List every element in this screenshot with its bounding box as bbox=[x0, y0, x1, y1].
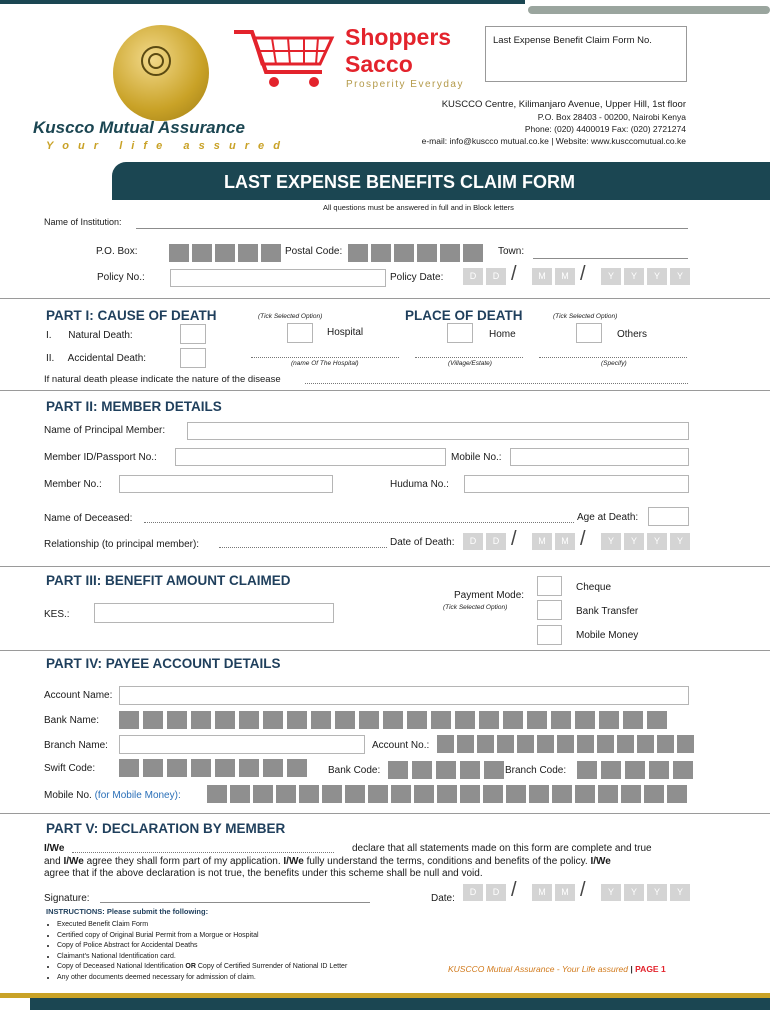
date-label: Date: bbox=[431, 893, 455, 904]
date-digit-cell[interactable]: Y bbox=[624, 268, 644, 285]
mobile-money-label: Mobile Money bbox=[576, 630, 639, 641]
principal-member-label: Name of Principal Member: bbox=[44, 425, 166, 436]
char-cell[interactable] bbox=[506, 785, 526, 803]
char-cell[interactable] bbox=[391, 785, 411, 803]
account-no-label: Account No.: bbox=[372, 740, 430, 751]
declaration-text: and bbox=[44, 856, 64, 867]
nature-of-disease-label: If natural death please indicate the nature of the disease bbox=[44, 374, 281, 385]
bank-transfer-label: Bank Transfer bbox=[576, 606, 639, 617]
instructions-list bbox=[34, 920, 347, 983]
char-cell[interactable] bbox=[617, 735, 634, 753]
char-cell[interactable] bbox=[414, 785, 434, 803]
policy-no-input[interactable] bbox=[170, 269, 386, 287]
char-cell[interactable] bbox=[238, 244, 258, 262]
village-hint: (Village/Estate) bbox=[448, 360, 492, 367]
char-cell[interactable] bbox=[412, 761, 432, 779]
date-digit-cell[interactable]: D bbox=[486, 268, 506, 285]
char-cell[interactable] bbox=[215, 711, 235, 729]
cheque-label: Cheque bbox=[576, 582, 612, 593]
char-cell[interactable] bbox=[577, 735, 594, 753]
instructions-title: INSTRUCTIONS: Please submit the following: bbox=[46, 907, 209, 916]
member-id-label: Member ID/Passport No.: bbox=[44, 452, 157, 463]
char-cell[interactable] bbox=[552, 785, 572, 803]
bottom-strip-teal bbox=[30, 998, 770, 1010]
char-cell[interactable] bbox=[484, 761, 504, 779]
date-digit-cell[interactable]: M bbox=[555, 533, 575, 550]
age-at-death-input[interactable] bbox=[648, 507, 689, 526]
char-cell[interactable] bbox=[657, 735, 674, 753]
char-cell[interactable] bbox=[575, 785, 595, 803]
shopping-cart-icon bbox=[232, 24, 340, 92]
declaration-iwe: I/We bbox=[590, 856, 611, 867]
account-name-label: Account Name: bbox=[44, 690, 113, 701]
brand-name: Shoppers bbox=[345, 24, 452, 50]
char-cell[interactable] bbox=[437, 735, 454, 753]
signature-input[interactable] bbox=[100, 902, 370, 903]
char-cell[interactable] bbox=[483, 785, 503, 803]
char-cell[interactable] bbox=[460, 761, 480, 779]
char-cell[interactable] bbox=[299, 785, 319, 803]
form-number-label: Last Expense Benefit Claim Form No. bbox=[493, 35, 652, 46]
char-cell[interactable] bbox=[503, 711, 523, 729]
swift-code-label: Swift Code: bbox=[44, 763, 96, 774]
char-cell[interactable] bbox=[455, 711, 475, 729]
char-cell[interactable] bbox=[551, 711, 571, 729]
natural-death-checkbox[interactable] bbox=[180, 324, 206, 344]
relationship-label: Relationship (to principal member): bbox=[44, 539, 200, 550]
instruction-item: • Claimant's National Identification card. bbox=[34, 952, 347, 963]
top-strip-teal bbox=[0, 0, 525, 4]
char-cell[interactable] bbox=[601, 761, 621, 779]
part5-title: PART V: DECLARATION BY MEMBER bbox=[46, 821, 286, 836]
place-tick-hint: (Tick Selected Option) bbox=[553, 313, 618, 320]
char-cell[interactable] bbox=[677, 735, 694, 753]
char-cell[interactable] bbox=[276, 785, 296, 803]
pobox-label: P.O. Box: bbox=[96, 246, 138, 257]
account-name-input[interactable] bbox=[119, 686, 689, 705]
date-separator: / bbox=[580, 528, 586, 550]
char-cell[interactable] bbox=[440, 244, 460, 262]
page-number: PAGE 1 bbox=[635, 964, 666, 974]
date-digit-cell[interactable]: Y bbox=[624, 884, 644, 901]
age-at-death-label: Age at Death: bbox=[577, 512, 639, 523]
char-cell[interactable] bbox=[436, 761, 456, 779]
char-cell[interactable] bbox=[383, 711, 403, 729]
hospital-name-input[interactable] bbox=[251, 357, 399, 358]
footer-company: KUSCCO Mutual Assurance - Your Life assured bbox=[448, 964, 628, 974]
others-label: Others bbox=[617, 329, 648, 340]
char-cell[interactable] bbox=[388, 761, 408, 779]
address-line-1: KUSCCO Centre, Kilimanjaro Avenue, Upper Hill, 1st floor bbox=[441, 99, 686, 110]
date-digit-cell[interactable]: Y bbox=[601, 533, 621, 550]
char-cell[interactable] bbox=[167, 711, 187, 729]
divider bbox=[0, 813, 770, 814]
char-cell[interactable] bbox=[527, 711, 547, 729]
footer-text bbox=[448, 964, 666, 974]
top-strip-gray bbox=[528, 6, 770, 14]
divider bbox=[0, 390, 770, 391]
char-cell[interactable] bbox=[417, 244, 437, 262]
char-cell[interactable] bbox=[287, 711, 307, 729]
date-digit-cell[interactable]: Y bbox=[670, 268, 690, 285]
char-cell[interactable] bbox=[517, 735, 534, 753]
char-cell[interactable] bbox=[557, 735, 574, 753]
part2-title: PART II: MEMBER DETAILS bbox=[46, 399, 222, 414]
char-cell[interactable] bbox=[477, 735, 494, 753]
part3-title: PART III: BENEFIT AMOUNT CLAIMED bbox=[46, 573, 291, 588]
char-cell[interactable] bbox=[647, 711, 667, 729]
part1-title: PART I: CAUSE OF DEATH bbox=[46, 308, 217, 323]
nature-of-disease-input[interactable] bbox=[305, 383, 688, 384]
char-cell[interactable] bbox=[263, 759, 283, 777]
date-digit-cell[interactable]: M bbox=[555, 884, 575, 901]
brand-name-2: Sacco bbox=[345, 51, 413, 77]
branch-name-label: Branch Name: bbox=[44, 740, 108, 751]
logo-emblem-icon bbox=[113, 25, 209, 121]
deceased-name-input[interactable] bbox=[144, 522, 574, 523]
member-id-input[interactable] bbox=[175, 448, 446, 466]
date-digit-cell[interactable]: D bbox=[463, 884, 483, 901]
instruction-item: • Copy of Police Abstract for Accidental Deaths bbox=[34, 941, 347, 952]
char-cell[interactable] bbox=[597, 735, 614, 753]
char-cell[interactable] bbox=[431, 711, 451, 729]
huduma-no-input[interactable] bbox=[464, 475, 689, 493]
divider bbox=[0, 566, 770, 567]
char-cell[interactable] bbox=[287, 759, 307, 777]
village-input[interactable] bbox=[415, 357, 523, 358]
mobile-no-label: Mobile No.: bbox=[451, 452, 502, 463]
instruction-item: • Certified copy of Original Burial Permit from a Morgue or Hospital bbox=[34, 931, 347, 942]
hospital-label: Hospital bbox=[327, 327, 364, 338]
divider bbox=[0, 650, 770, 651]
char-cell[interactable] bbox=[599, 711, 619, 729]
date-separator: / bbox=[511, 528, 517, 550]
divider bbox=[0, 298, 770, 299]
char-cell[interactable] bbox=[230, 785, 250, 803]
iwe-label: I/We bbox=[44, 843, 65, 854]
date-separator: / bbox=[511, 263, 517, 285]
declaration-text: fully understand the terms, conditions and benefits of the policy. bbox=[303, 856, 591, 867]
char-cell[interactable] bbox=[457, 735, 474, 753]
kes-amount-input[interactable] bbox=[94, 603, 334, 623]
part4-title: PART IV: PAYEE ACCOUNT DETAILS bbox=[46, 656, 281, 671]
date-separator: / bbox=[511, 879, 517, 901]
char-cell[interactable] bbox=[598, 785, 618, 803]
char-cell[interactable] bbox=[529, 785, 549, 803]
date-digit-cell[interactable]: M bbox=[555, 268, 575, 285]
char-cell[interactable] bbox=[119, 711, 139, 729]
char-cell[interactable] bbox=[649, 761, 669, 779]
char-cell[interactable] bbox=[575, 711, 595, 729]
member-no-input[interactable] bbox=[119, 475, 333, 493]
home-checkbox[interactable] bbox=[447, 323, 473, 343]
char-cell[interactable] bbox=[215, 759, 235, 777]
signature-label: Signature: bbox=[44, 893, 90, 904]
title-banner bbox=[112, 162, 770, 200]
declaration-line-3: agree that if the above declaration is not true, the benefits under this scheme shall be null and void. bbox=[44, 868, 483, 879]
char-cell[interactable] bbox=[637, 735, 654, 753]
char-cell[interactable] bbox=[167, 759, 187, 777]
char-cell[interactable] bbox=[437, 785, 457, 803]
accidental-death-label: II. Accidental Death: bbox=[46, 353, 147, 364]
cheque-checkbox[interactable] bbox=[537, 576, 562, 596]
branch-code-label: Branch Code: bbox=[505, 765, 567, 776]
char-cell[interactable] bbox=[537, 735, 554, 753]
bank-transfer-checkbox[interactable] bbox=[537, 600, 562, 620]
deceased-name-label: Name of Deceased: bbox=[44, 513, 133, 524]
footer-separator: | bbox=[630, 964, 633, 974]
form-number-box[interactable] bbox=[485, 26, 687, 82]
place-of-death-title: PLACE OF DEATH bbox=[405, 308, 523, 323]
brand-tagline: Prosperity Everyday bbox=[346, 79, 464, 90]
payment-tick-hint: (Tick Selected Option) bbox=[443, 604, 508, 611]
instruction-item: • Executed Benefit Claim Form bbox=[34, 920, 347, 931]
char-cell[interactable] bbox=[143, 711, 163, 729]
char-cell[interactable] bbox=[335, 711, 355, 729]
char-cell[interactable] bbox=[207, 785, 227, 803]
form-title: LAST EXPENSE BENEFITS CLAIM FORM bbox=[224, 172, 576, 192]
member-name-input[interactable] bbox=[72, 852, 334, 853]
date-digit-cell[interactable]: Y bbox=[601, 884, 621, 901]
char-cell[interactable] bbox=[673, 761, 693, 779]
char-cell[interactable] bbox=[143, 759, 163, 777]
date-of-death-label: Date of Death: bbox=[390, 537, 455, 548]
char-cell[interactable] bbox=[322, 785, 342, 803]
instruction-item: • Any other documents deemed necessary for admission of claim. bbox=[34, 973, 347, 984]
member-no-label: Member No.: bbox=[44, 479, 102, 490]
char-cell[interactable] bbox=[479, 711, 499, 729]
natural-death-label: I. Natural Death: bbox=[46, 330, 133, 341]
date-digit-cell[interactable]: D bbox=[463, 533, 483, 550]
date-separator: / bbox=[580, 263, 586, 285]
char-cell[interactable] bbox=[253, 785, 273, 803]
char-cell[interactable] bbox=[191, 711, 211, 729]
town-input[interactable] bbox=[533, 258, 688, 259]
instruction-item: • Copy of Deceased National Identification OR Copy of Certified Surrender of National ID Letter bbox=[34, 962, 347, 973]
date-digit-cell[interactable]: M bbox=[532, 884, 552, 901]
mobile-no-input[interactable] bbox=[510, 448, 689, 466]
part1-tick-hint: (Tick Selected Option) bbox=[258, 313, 323, 320]
char-cell[interactable] bbox=[192, 244, 212, 262]
company-name: Kuscco Mutual Assurance bbox=[33, 118, 245, 137]
institution-input[interactable] bbox=[136, 228, 688, 229]
char-cell[interactable] bbox=[345, 785, 365, 803]
char-cell[interactable] bbox=[644, 785, 664, 803]
declaration-line-2 bbox=[44, 856, 611, 867]
char-cell[interactable] bbox=[371, 244, 391, 262]
char-cell[interactable] bbox=[359, 711, 379, 729]
date-digit-cell[interactable]: M bbox=[532, 268, 552, 285]
specify-hint: (Specify) bbox=[601, 360, 627, 367]
declaration-iwe: I/We bbox=[63, 856, 84, 867]
home-label: Home bbox=[489, 329, 516, 340]
mobile-money-no-label bbox=[44, 790, 181, 801]
char-cell[interactable] bbox=[215, 244, 235, 262]
mobile-no-text: Mobile No. bbox=[44, 790, 92, 801]
char-cell[interactable] bbox=[263, 711, 283, 729]
char-cell[interactable] bbox=[119, 759, 139, 777]
relationship-input[interactable] bbox=[219, 547, 387, 548]
char-cell[interactable] bbox=[623, 711, 643, 729]
char-cell[interactable] bbox=[169, 244, 189, 262]
date-separator: / bbox=[580, 879, 586, 901]
date-digit-cell[interactable]: M bbox=[532, 533, 552, 550]
date-digit-cell[interactable]: Y bbox=[647, 884, 667, 901]
date-digit-cell[interactable]: D bbox=[486, 884, 506, 901]
char-cell[interactable] bbox=[577, 761, 597, 779]
date-digit-cell[interactable]: Y bbox=[647, 268, 667, 285]
huduma-no-label: Huduma No.: bbox=[390, 479, 449, 490]
company-slogan: Y o u r l i f e a s s u r e d bbox=[46, 140, 283, 152]
char-cell[interactable] bbox=[261, 244, 281, 262]
date-digit-cell[interactable]: D bbox=[486, 533, 506, 550]
specify-input[interactable] bbox=[539, 357, 687, 358]
town-label: Town: bbox=[498, 246, 525, 257]
hospital-checkbox[interactable] bbox=[287, 323, 313, 343]
char-cell[interactable] bbox=[239, 759, 259, 777]
char-cell[interactable] bbox=[311, 711, 331, 729]
date-digit-cell[interactable]: Y bbox=[601, 268, 621, 285]
postal-code-label: Postal Code: bbox=[285, 246, 343, 257]
char-cell[interactable] bbox=[368, 785, 388, 803]
instruction-or: OR bbox=[185, 963, 196, 970]
char-cell[interactable] bbox=[497, 735, 514, 753]
form-subtitle: All questions must be answered in full and in Block letters bbox=[323, 203, 514, 212]
email-line: e-mail: info@kuscco mutual.co.ke | Website: www.kusccomutual.co.ke bbox=[421, 136, 686, 146]
kes-label: KES.: bbox=[44, 609, 70, 620]
phone-line: Phone: (020) 4400019 Fax: (020) 2721274 bbox=[524, 124, 686, 134]
char-cell[interactable] bbox=[625, 761, 645, 779]
bank-name-label: Bank Name: bbox=[44, 715, 100, 726]
hospital-name-hint: (name Of The Hospital) bbox=[291, 360, 359, 367]
mobile-no-hint: (for Mobile Money): bbox=[94, 790, 181, 801]
date-digit-cell[interactable]: Y bbox=[647, 533, 667, 550]
mobile-money-checkbox[interactable] bbox=[537, 625, 562, 645]
branch-name-input[interactable] bbox=[119, 735, 365, 754]
char-cell[interactable] bbox=[191, 759, 211, 777]
declaration-line-1: declare that all statements made on this form are complete and true bbox=[352, 843, 652, 854]
char-cell[interactable] bbox=[667, 785, 687, 803]
principal-member-input[interactable] bbox=[187, 422, 689, 440]
char-cell[interactable] bbox=[460, 785, 480, 803]
date-digit-cell[interactable]: Y bbox=[670, 533, 690, 550]
char-cell[interactable] bbox=[407, 711, 427, 729]
kuscco-logo bbox=[113, 25, 209, 121]
address-line-2: P.O. Box 28403 - 00200, Nairobi Kenya bbox=[537, 112, 686, 122]
accidental-death-checkbox[interactable] bbox=[180, 348, 206, 368]
date-digit-cell[interactable]: Y bbox=[670, 884, 690, 901]
declaration-text: agree they shall form part of my application. bbox=[83, 856, 284, 867]
bank-code-label: Bank Code: bbox=[328, 765, 381, 776]
policy-no-label: Policy No.: bbox=[97, 272, 145, 283]
date-digit-cell[interactable]: Y bbox=[624, 533, 644, 550]
char-cell[interactable] bbox=[348, 244, 368, 262]
char-cell[interactable] bbox=[621, 785, 641, 803]
payment-mode-label: Payment Mode: bbox=[454, 590, 525, 601]
declaration-iwe: I/We bbox=[283, 856, 304, 867]
char-cell[interactable] bbox=[463, 244, 483, 262]
policy-date-label: Policy Date: bbox=[390, 272, 444, 283]
others-checkbox[interactable] bbox=[576, 323, 602, 343]
institution-label: Name of Institution: bbox=[44, 217, 122, 227]
char-cell[interactable] bbox=[394, 244, 414, 262]
char-cell[interactable] bbox=[239, 711, 259, 729]
date-digit-cell[interactable]: D bbox=[463, 268, 483, 285]
